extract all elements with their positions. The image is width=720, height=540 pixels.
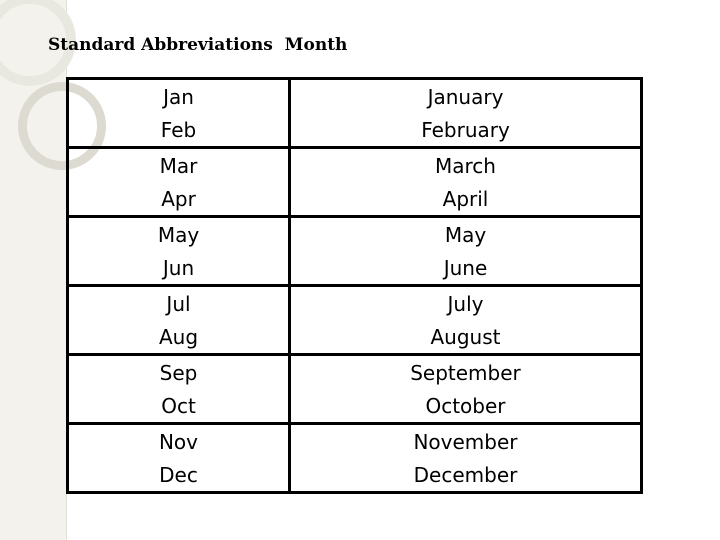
month-cell: October (290, 389, 642, 424)
month-cell: February (290, 113, 642, 148)
table-row (68, 355, 642, 390)
abbreviation-cell: Aug (68, 320, 290, 355)
month-cell: November (290, 424, 642, 459)
month-cell: July (290, 286, 642, 321)
abbreviation-cell: Jun (68, 251, 290, 286)
abbreviation-cell: Oct (68, 389, 290, 424)
abbreviation-cell: Jan (68, 79, 290, 114)
month-cell: September (290, 355, 642, 390)
month-cell: January (290, 79, 642, 114)
abbreviation-cell: Apr (68, 182, 290, 217)
table-row (68, 79, 642, 114)
table-row (68, 389, 642, 424)
table-row (68, 286, 642, 321)
table-row (68, 458, 642, 493)
abbreviation-cell: Sep (68, 355, 290, 390)
table-row (68, 320, 642, 355)
page-heading: Standard Abbreviations Month (48, 35, 348, 55)
abbreviation-cell: Jul (68, 286, 290, 321)
month-cell: August (290, 320, 642, 355)
month-cell: March (290, 148, 642, 183)
table-row (68, 113, 642, 148)
table-row (68, 251, 642, 286)
abbreviation-cell: Nov (68, 424, 290, 459)
abbreviation-cell: Dec (68, 458, 290, 493)
table-row (68, 182, 642, 217)
abbreviation-cell: Mar (68, 148, 290, 183)
month-cell: December (290, 458, 642, 493)
table-row (68, 148, 642, 183)
month-cell: April (290, 182, 642, 217)
month-cell: June (290, 251, 642, 286)
table-row (68, 217, 642, 252)
table-row (68, 424, 642, 459)
abbreviation-cell: Feb (68, 113, 290, 148)
month-cell: May (290, 217, 642, 252)
month-abbreviation-table (66, 77, 643, 494)
abbreviation-cell: May (68, 217, 290, 252)
